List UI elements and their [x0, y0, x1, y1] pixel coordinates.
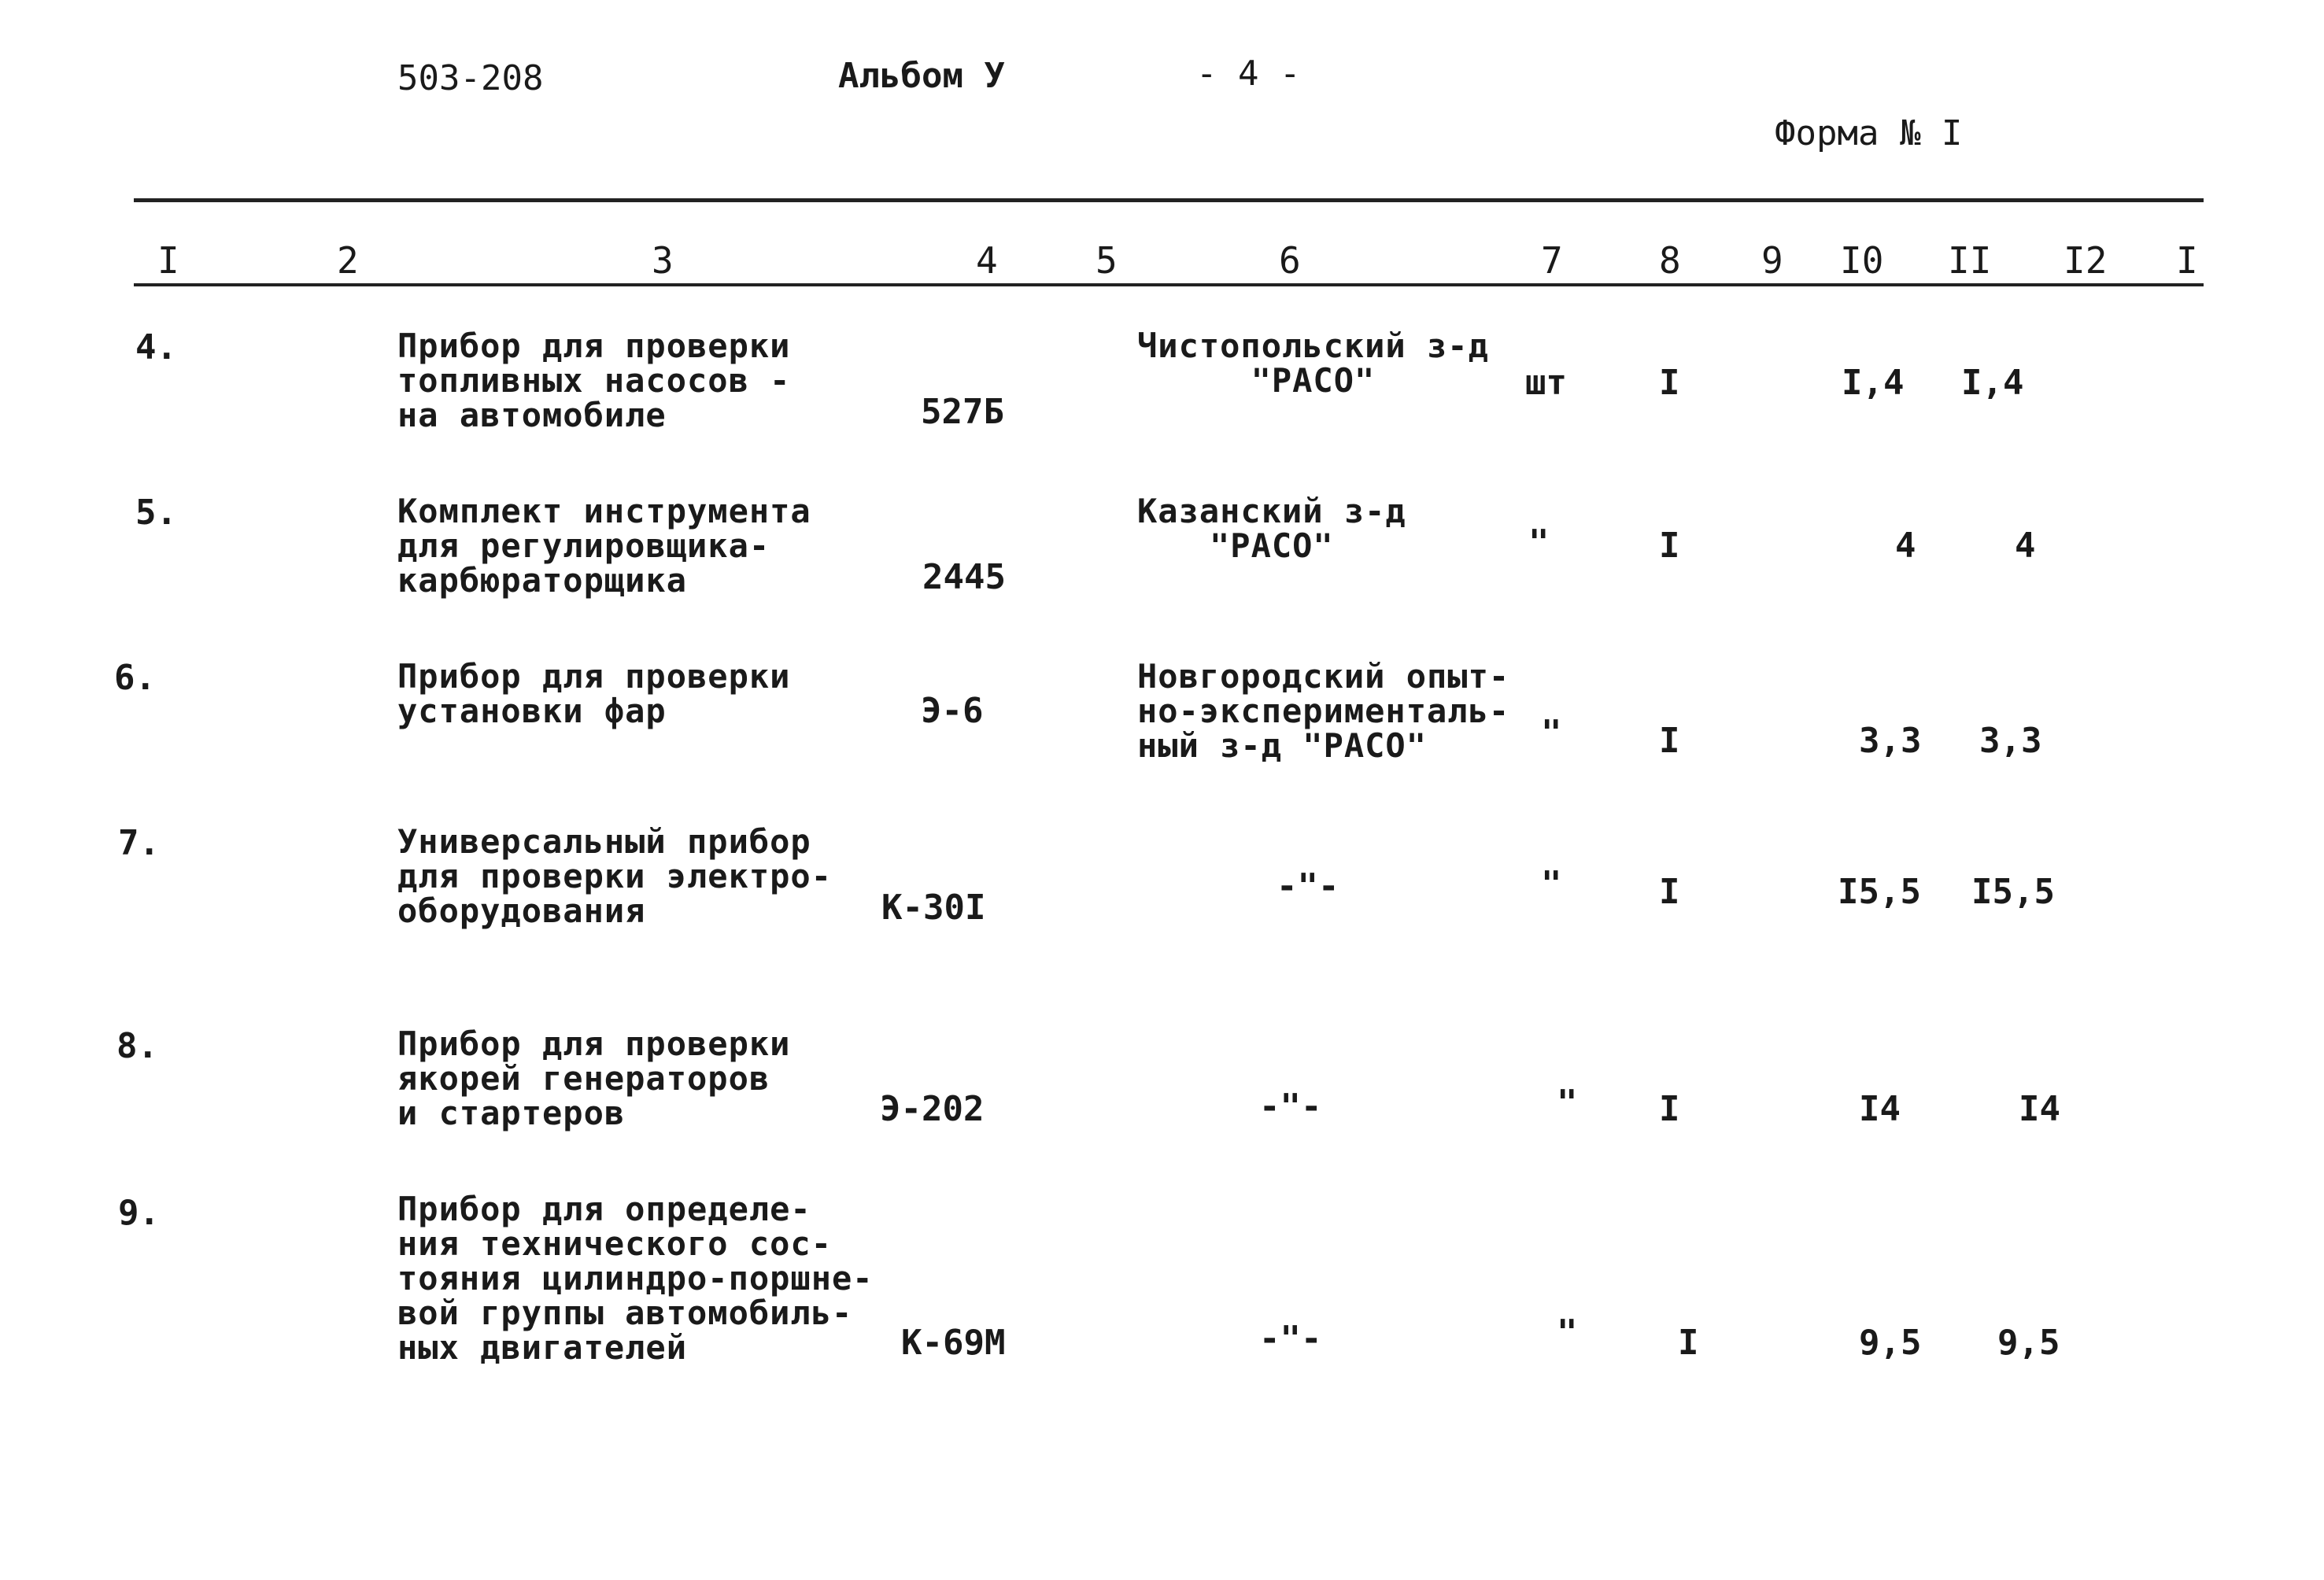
- column-number: 6: [1279, 239, 1301, 282]
- header-bottom-rule: [134, 283, 2204, 286]
- item-col11: 9,5: [1997, 1323, 2060, 1363]
- item-name: Комплект инструмента для регулировщика- карбюраторщика: [397, 492, 811, 600]
- item-unit: ": [1557, 1083, 1578, 1123]
- item-maker: -"-: [1259, 1087, 1322, 1127]
- item-maker: Чистопольский з-д "РАСО": [1137, 327, 1489, 401]
- item-model: 2445: [922, 557, 1006, 597]
- form-label: Форма № I: [1775, 113, 1963, 153]
- row-number: 5.: [135, 493, 177, 533]
- item-name: Прибор для проверки установки фар: [397, 657, 791, 731]
- item-col11: 3,3: [1979, 721, 2042, 761]
- item-maker: Новгородский опыт- но-эксперименталь- ный з-д "РАСО": [1137, 657, 1510, 766]
- item-qty: I: [1659, 721, 1680, 761]
- column-number: II: [1948, 239, 1992, 282]
- item-unit: ": [1541, 713, 1562, 753]
- item-qty: I: [1659, 526, 1680, 566]
- item-qty: I: [1659, 363, 1680, 403]
- item-col11: 4: [2015, 526, 2036, 566]
- item-name: Универсальный прибор для проверки электро- оборудования: [397, 822, 833, 931]
- item-col10: 4: [1895, 526, 1916, 566]
- item-maker: -"-: [1277, 866, 1339, 906]
- item-col10: I4: [1859, 1089, 1901, 1129]
- item-qty: I: [1678, 1323, 1699, 1363]
- column-number: 9: [1761, 239, 1783, 282]
- item-name: Прибор для проверки топливных насосов - на автомобиле: [397, 327, 791, 435]
- row-number: 9.: [118, 1193, 160, 1233]
- item-model: 527Б: [921, 392, 1004, 432]
- item-unit: ": [1528, 522, 1550, 563]
- item-maker: Казанский з-д "РАСО": [1137, 492, 1406, 566]
- item-unit: шт: [1525, 363, 1567, 403]
- column-number: I0: [1840, 239, 1884, 282]
- column-number: 7: [1541, 239, 1563, 282]
- column-number: 2: [337, 239, 359, 282]
- item-qty: I: [1659, 1089, 1680, 1129]
- item-model: Э-202: [880, 1089, 985, 1129]
- item-col10: 9,5: [1859, 1323, 1922, 1363]
- item-qty: I: [1659, 872, 1680, 912]
- item-col10: I5,5: [1838, 872, 1921, 912]
- row-number: 7.: [118, 823, 160, 863]
- item-name: Прибор для проверки якорей генераторов и стартеров: [397, 1024, 791, 1133]
- item-col10: 3,3: [1859, 721, 1922, 761]
- column-number: 3: [652, 239, 674, 282]
- item-model: Э-6: [921, 691, 984, 731]
- row-number: 6.: [114, 658, 156, 698]
- item-model: К-69М: [901, 1323, 1006, 1363]
- item-col10: I,4: [1842, 363, 1905, 403]
- album-label: Альбом У: [838, 56, 1005, 96]
- item-col11: I5,5: [1971, 872, 2055, 912]
- column-number: 5: [1095, 239, 1118, 282]
- project-code: 503-208: [397, 58, 544, 98]
- item-maker: -"-: [1259, 1319, 1322, 1359]
- item-col11: I4: [2019, 1089, 2060, 1129]
- table-top-rule: [134, 198, 2204, 202]
- page-number: - 4 -: [1196, 54, 1301, 94]
- column-number: 8: [1659, 239, 1681, 282]
- item-unit: ": [1557, 1312, 1578, 1353]
- row-number: 8.: [116, 1026, 158, 1066]
- column-number: 4: [976, 239, 998, 282]
- item-unit: ": [1541, 864, 1562, 904]
- row-number: 4.: [135, 327, 177, 367]
- item-name: Прибор для определе- ния технического сос- тояния цилиндро-поршне- вой группы автомобиль- ных двигателей: [397, 1190, 874, 1368]
- column-number: I2: [2064, 239, 2108, 282]
- item-model: К-30I: [881, 888, 986, 928]
- column-number: I: [2176, 239, 2198, 282]
- item-col11: I,4: [1961, 363, 2024, 403]
- column-number: I: [157, 239, 179, 282]
